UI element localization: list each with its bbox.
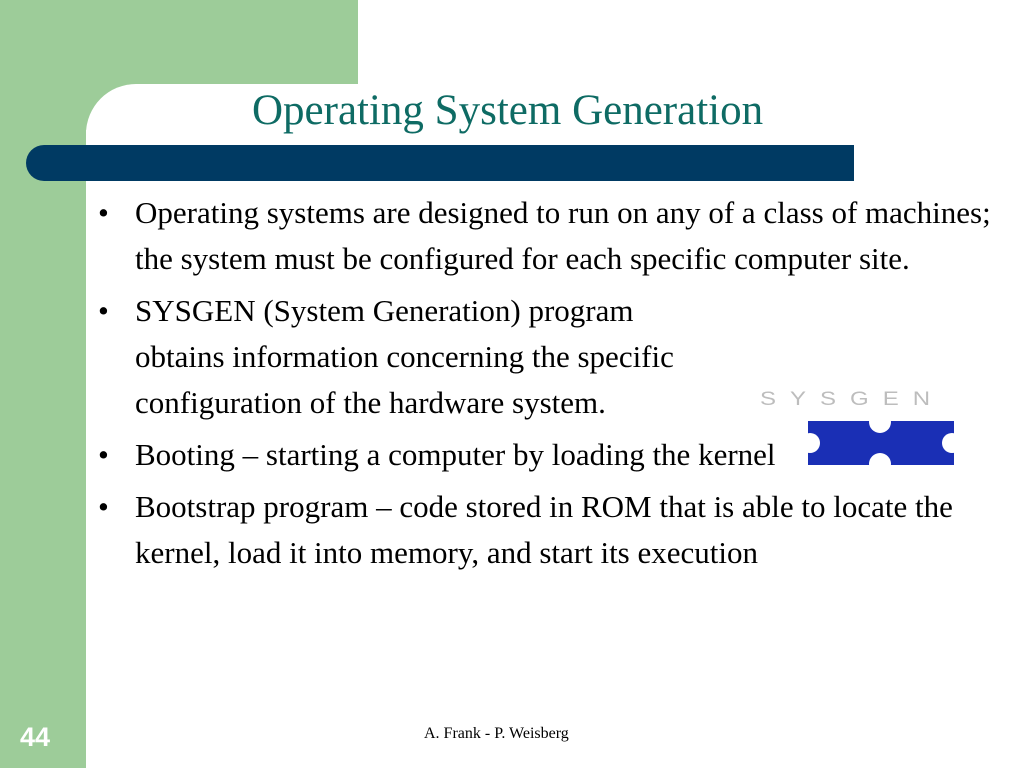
bullet-item [98, 190, 998, 282]
bullet-text: • Operating systems are designed to run on any of a class of machines; the system must be configured for each specific computer site. [135, 195, 991, 276]
bullet-text: • Booting – starting a computer by loading the kernel [135, 437, 776, 472]
slide-title: Operating System Generation [252, 87, 764, 134]
sysgen-logo [758, 388, 998, 470]
footer-author: A. Frank - P. Weisberg [424, 725, 569, 742]
bullet-list [98, 190, 998, 582]
bullet-text: • SYSGEN (System Generation) program obtains information concerning the specific configuration of the hardware system. [135, 293, 674, 420]
bullet-text: • Bootstrap program – code stored in ROM that is able to locate the kernel, load it into memory, and start its execution [135, 489, 953, 570]
slide-number: 44 [20, 722, 51, 752]
puzzle-piece-icon [806, 418, 956, 468]
sysgen-logo-text: SYSGEN [760, 388, 945, 410]
title-underline-bar [26, 145, 854, 181]
bullet-item [98, 484, 998, 576]
